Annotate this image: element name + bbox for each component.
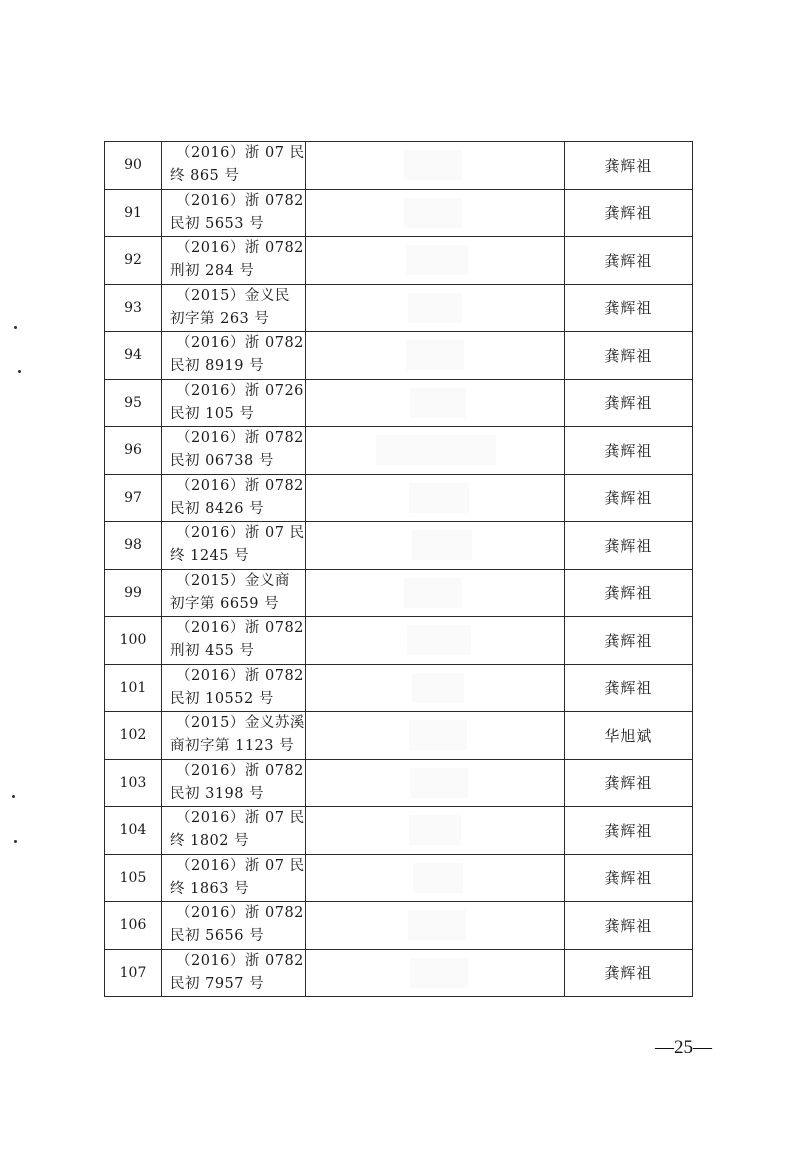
case-number-cell [162,237,306,285]
table-row [105,712,693,760]
redaction-mark [409,483,469,513]
case-number-line2: 民初 8919 号 [170,358,265,375]
judge-name: 龚辉祖 [564,854,692,902]
row-number: 96 [105,427,162,475]
row-number: 104 [105,807,162,855]
redacted-cell [305,379,564,427]
table-row [105,427,693,475]
judge-name: 龚辉祖 [564,284,692,332]
row-number: 97 [105,474,162,522]
case-number-line1: （2016）浙 07 民 [176,857,305,874]
redaction-mark [410,958,468,988]
case-number-line2: 民初 10552 号 [170,690,274,707]
table-row [105,379,693,427]
row-number: 107 [105,949,162,997]
case-number-cell [162,759,306,807]
redacted-cell [305,332,564,380]
page-number: —25— [655,1037,712,1058]
redacted-cell [305,189,564,237]
case-number-cell [162,664,306,712]
judge-name: 龚辉祖 [564,332,692,380]
case-number-line2: 民初 8426 号 [170,500,265,517]
case-number-line1: （2016）浙 0782 [176,620,304,637]
table-row [105,189,693,237]
table-row [105,284,693,332]
redaction-mark [413,863,463,893]
judge-name: 龚辉祖 [564,379,692,427]
case-number-cell [162,617,306,665]
row-number: 90 [105,142,162,190]
case-number-line1: （2016）浙 0782 [176,477,304,494]
redacted-cell [305,237,564,285]
case-number-line2: 民初 5656 号 [170,928,265,945]
case-number-line2: 民初 3198 号 [170,785,265,802]
case-number-cell [162,949,306,997]
case-number-cell [162,427,306,475]
case-number-line2: 刑初 284 号 [170,263,255,280]
table-row [105,949,693,997]
redacted-cell [305,522,564,570]
judge-name: 龚辉祖 [564,189,692,237]
redacted-cell [305,902,564,950]
judge-name: 龚辉祖 [564,522,692,570]
row-number: 94 [105,332,162,380]
judge-name: 龚辉祖 [564,664,692,712]
redacted-cell [305,664,564,712]
row-number: 100 [105,617,162,665]
case-number-line2: 民初 06738 号 [170,453,274,470]
case-number-cell [162,854,306,902]
redaction-mark [408,910,466,940]
case-number-line1: （2016）浙 0782 [176,667,304,684]
redaction-mark [408,293,462,323]
redacted-cell [305,759,564,807]
row-number: 105 [105,854,162,902]
judge-name: 龚辉祖 [564,142,692,190]
row-number: 101 [105,664,162,712]
redaction-mark [404,578,462,608]
case-number-line2: 民初 105 号 [170,405,255,422]
row-number: 103 [105,759,162,807]
redacted-cell [305,284,564,332]
row-number: 91 [105,189,162,237]
redacted-cell [305,474,564,522]
redaction-mark [407,625,471,655]
row-number: 98 [105,522,162,570]
case-number-line1: （2016）浙 07 民 [176,145,305,162]
case-number-line1: （2015）金义商 [176,572,290,589]
redaction-mark [410,768,468,798]
table-row [105,807,693,855]
case-number-line2: 商初字第 1123 号 [170,738,295,755]
row-number: 92 [105,237,162,285]
case-number-line1: （2016）浙 07 民 [176,810,305,827]
table-row [105,474,693,522]
redacted-cell [305,712,564,760]
table-row [105,854,693,902]
judge-name: 龚辉祖 [564,617,692,665]
redacted-cell [305,142,564,190]
judge-name: 华旭斌 [564,712,692,760]
judge-name: 龚辉祖 [564,949,692,997]
table-row [105,522,693,570]
judge-name: 龚辉祖 [564,807,692,855]
redaction-mark [404,198,462,228]
row-number: 106 [105,902,162,950]
case-number-line1: （2016）浙 07 民 [176,525,305,542]
case-number-line1: （2015）金义民 [176,287,290,304]
row-number: 99 [105,569,162,617]
case-number-line1: （2016）浙 0782 [176,952,304,969]
redaction-mark [410,388,466,418]
table-row [105,142,693,190]
table-row [105,902,693,950]
case-number-line2: 终 865 号 [170,168,240,185]
margin-dot [14,326,17,329]
redaction-mark [409,720,467,750]
case-number-line2: 民初 5653 号 [170,215,265,232]
redacted-cell [305,854,564,902]
redacted-cell [305,617,564,665]
case-number-line2: 民初 7957 号 [170,975,265,992]
redaction-mark [404,150,462,180]
case-number-line1: （2016）浙 0782 [176,762,304,779]
case-table [104,141,693,997]
row-number: 93 [105,284,162,332]
margin-dot [12,795,15,798]
table-row [105,332,693,380]
redaction-mark [409,815,461,845]
case-number-line1: （2016）浙 0782 [176,430,304,447]
row-number: 102 [105,712,162,760]
case-number-cell [162,284,306,332]
case-number-line1: （2015）金义苏溪 [176,715,305,732]
judge-name: 龚辉祖 [564,569,692,617]
table-row [105,759,693,807]
case-number-cell [162,332,306,380]
redacted-cell [305,427,564,475]
case-number-cell [162,522,306,570]
case-number-line2: 终 1863 号 [170,880,250,897]
case-number-line2: 初字第 6659 号 [170,595,280,612]
case-number-cell [162,189,306,237]
case-number-line1: （2016）浙 0726 [176,382,304,399]
margin-dot [14,840,17,843]
case-number-cell [162,712,306,760]
case-number-line1: （2016）浙 0782 [176,335,304,352]
case-number-line2: 终 1245 号 [170,548,250,565]
judge-name: 龚辉祖 [564,759,692,807]
case-number-cell [162,807,306,855]
redacted-cell [305,569,564,617]
case-number-line2: 终 1802 号 [170,833,250,850]
table-row [105,617,693,665]
redaction-mark [406,245,468,275]
redacted-cell [305,949,564,997]
case-table-body [105,142,693,997]
judge-name: 龚辉祖 [564,902,692,950]
redaction-mark [406,340,464,370]
case-number-line2: 初字第 263 号 [170,310,270,327]
redaction-mark [412,530,472,560]
case-number-cell [162,142,306,190]
case-number-cell [162,379,306,427]
judge-name: 龚辉祖 [564,427,692,475]
case-number-line1: （2016）浙 0782 [176,240,304,257]
redacted-cell [305,807,564,855]
judge-name: 龚辉祖 [564,237,692,285]
case-number-cell [162,569,306,617]
redaction-mark [412,673,464,703]
table-row [105,237,693,285]
case-number-cell [162,474,306,522]
table-row [105,569,693,617]
table-row [105,664,693,712]
row-number: 95 [105,379,162,427]
redaction-mark [376,435,496,465]
case-number-cell [162,902,306,950]
case-number-line2: 刑初 455 号 [170,643,255,660]
judge-name: 龚辉祖 [564,474,692,522]
case-number-line1: （2016）浙 0782 [176,905,304,922]
margin-dot [18,370,21,373]
case-number-line1: （2016）浙 0782 [176,192,304,209]
